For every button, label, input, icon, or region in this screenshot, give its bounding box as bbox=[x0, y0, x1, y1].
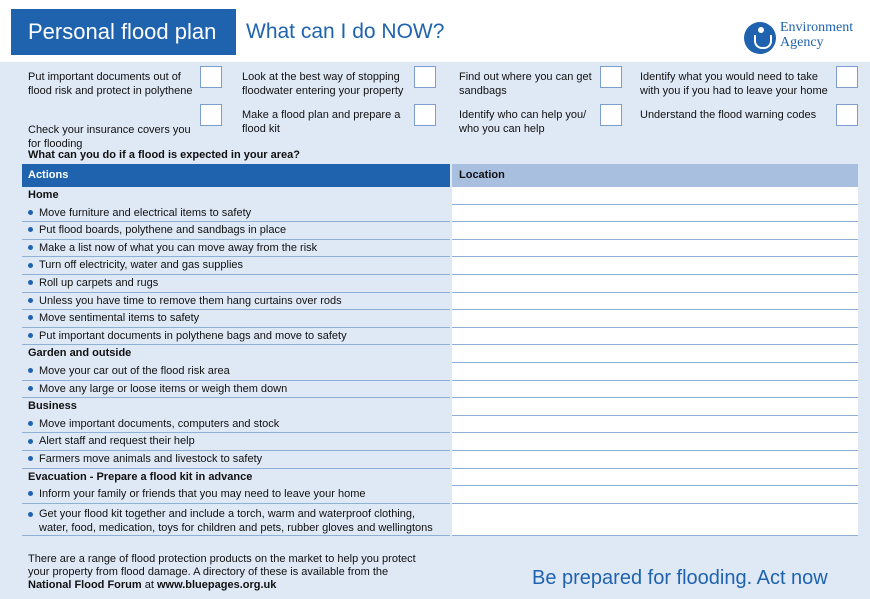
action-text: Make a list now of what you can move away from the risk bbox=[39, 241, 318, 254]
action-text: Put flood boards, polythene and sandbags in place bbox=[39, 224, 287, 237]
section-heading: Evacuation - Prepare a flood kit in advance bbox=[28, 470, 253, 483]
bullet-icon bbox=[28, 491, 33, 496]
checklist-item: Identify who can help you/ who you can help bbox=[459, 109, 587, 135]
location-cell[interactable] bbox=[452, 416, 858, 434]
bullet-icon bbox=[28, 263, 33, 268]
action-cell bbox=[22, 451, 450, 469]
header bbox=[0, 0, 870, 62]
now-checklist bbox=[0, 62, 870, 162]
action-cell bbox=[22, 328, 450, 346]
action-cell bbox=[22, 433, 450, 451]
location-cell[interactable] bbox=[452, 310, 858, 328]
bullet-icon bbox=[28, 368, 33, 373]
table-row bbox=[22, 257, 858, 275]
checklist-checkbox[interactable] bbox=[836, 66, 858, 88]
action-text: Unless you have time to remove them hang curtains over rods bbox=[39, 294, 342, 307]
section-heading: Home bbox=[28, 189, 59, 201]
checklist-item: Check your insurance covers you for flooding bbox=[28, 124, 191, 150]
checklist-item: Put important documents out of flood risk and protect in polythene bbox=[28, 71, 193, 97]
tagline: Be prepared for flooding. Act now bbox=[532, 567, 828, 589]
checklist-checkbox[interactable] bbox=[600, 104, 622, 126]
table-row bbox=[22, 275, 858, 293]
action-text: Move your car out of the flood risk area bbox=[39, 364, 230, 377]
table-row bbox=[22, 451, 858, 469]
action-text: Move important documents, computers and stock bbox=[39, 417, 280, 430]
footer-forum-name: National Flood Forum bbox=[28, 579, 142, 591]
location-cell[interactable] bbox=[452, 345, 858, 363]
bullet-icon bbox=[28, 456, 33, 461]
action-cell bbox=[22, 310, 450, 328]
action-text: Turn off electricity, water and gas supplies bbox=[39, 259, 244, 272]
location-cell[interactable] bbox=[452, 275, 858, 293]
table-row bbox=[22, 293, 858, 311]
table-row bbox=[22, 222, 858, 240]
section-row bbox=[22, 345, 858, 363]
location-cell[interactable] bbox=[452, 381, 858, 399]
flood-expected-question: What can you do if a flood is expected in your area? bbox=[28, 149, 300, 161]
action-cell bbox=[22, 293, 450, 311]
action-cell bbox=[22, 275, 450, 293]
action-text: Farmers move animals and livestock to safety bbox=[39, 452, 263, 465]
location-column-header: Location bbox=[452, 164, 858, 187]
actions-table bbox=[22, 164, 858, 536]
bullet-icon bbox=[28, 512, 33, 517]
table-row bbox=[22, 416, 858, 434]
section-heading: Business bbox=[28, 400, 77, 413]
checklist-checkbox[interactable] bbox=[600, 66, 622, 88]
location-cell[interactable] bbox=[452, 187, 858, 205]
table-header bbox=[22, 164, 858, 187]
table-row bbox=[22, 363, 858, 381]
location-cell[interactable] bbox=[452, 205, 858, 223]
location-cell[interactable] bbox=[452, 240, 858, 258]
table-row bbox=[22, 205, 858, 223]
checklist-checkbox[interactable] bbox=[200, 66, 222, 88]
section-row bbox=[22, 187, 858, 205]
action-text: Move any large or loose items or weigh them down bbox=[39, 382, 288, 395]
action-cell bbox=[22, 205, 450, 223]
footer-at: at bbox=[141, 579, 157, 591]
action-cell bbox=[22, 381, 450, 399]
action-cell bbox=[22, 486, 450, 504]
page-subtitle: What can I do NOW? bbox=[246, 20, 445, 43]
checklist-item: Look at the best way of stopping floodwater entering your property bbox=[242, 71, 404, 97]
checklist-checkbox[interactable] bbox=[836, 104, 858, 126]
action-cell bbox=[22, 504, 450, 536]
checklist-checkbox[interactable] bbox=[414, 104, 436, 126]
checklist-checkbox[interactable] bbox=[200, 104, 222, 126]
location-cell[interactable] bbox=[452, 222, 858, 240]
section-row bbox=[22, 398, 858, 416]
action-cell bbox=[22, 240, 450, 258]
bullet-icon bbox=[28, 421, 33, 426]
table-body bbox=[22, 187, 858, 536]
location-cell[interactable] bbox=[452, 328, 858, 346]
table-row bbox=[22, 433, 858, 451]
checklist-item: Understand the flood warning codes bbox=[640, 109, 817, 121]
bullet-icon bbox=[28, 227, 33, 232]
location-cell[interactable] bbox=[452, 504, 858, 536]
checklist-item: Find out where you can get sandbags bbox=[459, 71, 592, 97]
table-row bbox=[22, 504, 858, 536]
bullet-icon bbox=[28, 333, 33, 338]
logo-line-2: Agency bbox=[780, 35, 824, 50]
location-cell[interactable] bbox=[452, 433, 858, 451]
footer-line-3 bbox=[28, 579, 448, 592]
footer-line-1: There are a range of flood protection products on the market to help you protect bbox=[28, 553, 416, 565]
bullet-icon bbox=[28, 315, 33, 320]
location-cell[interactable] bbox=[452, 451, 858, 469]
environment-agency-logo bbox=[744, 20, 862, 54]
action-text: Roll up carpets and rugs bbox=[39, 276, 159, 289]
table-row bbox=[22, 328, 858, 346]
section-heading: Garden and outside bbox=[28, 347, 132, 360]
table-row bbox=[22, 381, 858, 399]
action-cell bbox=[22, 257, 450, 275]
bullet-icon bbox=[28, 386, 33, 391]
location-cell[interactable] bbox=[452, 398, 858, 416]
bullet-icon bbox=[28, 210, 33, 215]
location-cell[interactable] bbox=[452, 293, 858, 311]
checklist-item: Make a flood plan and prepare a flood kit bbox=[242, 109, 401, 135]
page-title: Personal flood plan bbox=[11, 9, 236, 55]
bullet-icon bbox=[28, 298, 33, 303]
location-cell[interactable] bbox=[452, 363, 858, 381]
location-cell[interactable] bbox=[452, 257, 858, 275]
logo-line-1: Environment bbox=[780, 20, 854, 35]
section-row bbox=[22, 469, 858, 487]
action-text: Inform your family or friends that you may need to leave your home bbox=[39, 488, 366, 501]
logo-text bbox=[780, 20, 853, 50]
bullet-icon bbox=[28, 245, 33, 250]
action-text: Alert staff and request their help bbox=[39, 435, 195, 448]
location-cell[interactable] bbox=[452, 486, 858, 504]
table-row bbox=[22, 310, 858, 328]
table-row bbox=[22, 486, 858, 504]
agency-logo-icon bbox=[744, 22, 776, 54]
bullet-icon bbox=[28, 439, 33, 444]
action-cell bbox=[22, 416, 450, 434]
location-cell[interactable] bbox=[452, 469, 858, 487]
action-text: Move furniture and electrical items to safety bbox=[39, 206, 252, 219]
action-text: Move sentimental items to safety bbox=[39, 312, 200, 325]
checklist-item: Identify what you would need to take with you if you had to leave your home bbox=[640, 71, 828, 97]
footer-line-2: your property from flood damage. A directory of these is available from the bbox=[28, 566, 389, 578]
action-text: Get your flood kit together and include a torch, warm and waterproof clothing, water, food, medication, toys for children and pets, rubber gloves and wellingtons bbox=[39, 507, 433, 534]
actions-column-header: Actions bbox=[22, 164, 450, 187]
action-text: Put important documents in polythene bags and move to safety bbox=[39, 329, 347, 342]
footer-website-link[interactable]: www.bluepages.org.uk bbox=[156, 579, 277, 591]
bullet-icon bbox=[28, 280, 33, 285]
checklist-checkbox[interactable] bbox=[414, 66, 436, 88]
action-cell bbox=[22, 222, 450, 240]
action-cell bbox=[22, 363, 450, 381]
footer-note bbox=[28, 553, 448, 592]
table-row bbox=[22, 240, 858, 258]
